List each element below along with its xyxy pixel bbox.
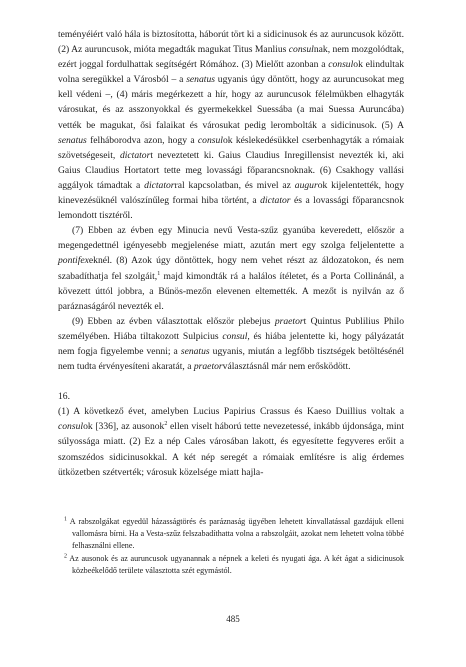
latin-term: consul — [328, 59, 354, 71]
latin-term: dictator — [144, 179, 175, 191]
footnote-text: A rabszolgákat egyedül házasságtörés és paráznaság ügyében lehetett kínvallatással gazdájuk elleni vallomásra bírni. Ha a Vesta-szűz felszabadíthatta volna a rabszolgáit, azokat nem lehetett volna többé felhasználni ellene. — [67, 517, 404, 551]
paragraph — [58, 404, 404, 479]
text-run: , és hiába jelentette ki, hogy pályázatát nem fogja figyelembe venni; a — [58, 330, 404, 357]
text-run: majd kimondták rá a halálos ítéletet, és a Porta Collinánál, a kövezett úttól jobbra, a Bűnös-mezőn elevenen eltemették. A mezőt is nyilván az ő paráznaságáról nevezték el. — [58, 270, 404, 312]
paragraph — [58, 314, 404, 374]
latin-term: praetor — [193, 361, 223, 373]
text-run: teményéiért való hála is biztosította, háborút tört ki a sidicinusok és az auruncusok között. (2) Az auruncusok, mióta megadták magukat Titus Manlius — [58, 29, 404, 56]
text-run: és a lovassági főparancsnok lemondott tisztéről. — [58, 195, 404, 222]
text-run: választásnál már nem erősködött. — [222, 361, 351, 373]
text-run: (7) Ebben az évben egy Minucia nevű Vesta-szűz gyanúba keveredett, először a megengedettnél igényesebb megjelenése miatt, azután mert egy szolga feljelentette a — [58, 225, 404, 252]
latin-term: praetor — [274, 315, 304, 327]
footnote-number: 2 — [64, 552, 67, 559]
footnote — [58, 553, 404, 577]
latin-term: dictator — [119, 149, 151, 161]
text-run: ok kijelentették, hogy kinevezésüknél valószínűleg formai hiba történt, a — [58, 179, 405, 207]
footnote-marker: 1 — [157, 270, 161, 277]
paragraph — [58, 27, 404, 223]
latin-term: consul — [288, 44, 314, 56]
text-run: 16. — [58, 391, 70, 403]
latin-term: senatus — [186, 74, 215, 86]
latin-term: senatus — [58, 134, 87, 146]
chapter-heading — [58, 389, 404, 404]
footnotes — [58, 516, 404, 577]
text-run: ugyanis, miután a legfőbb tisztségek betöltésénél nem tudta érvényesíteni akaratát, a — [58, 345, 404, 373]
latin-term: consul — [197, 134, 223, 146]
text-run: felháborodva azon, hogy a — [86, 134, 198, 146]
text-run: ral kapcsolatban, és mivel az — [174, 179, 295, 191]
text-run: eknél. (8) Azok úgy döntöttek, hogy nem vehet részt az áldozatokon, és nem szabadíthatja fel szolgáit, — [58, 255, 404, 282]
latin-term: dictator — [260, 195, 291, 207]
main-text — [58, 27, 404, 480]
footnote — [58, 516, 404, 553]
text-run: ok késlekedésükkel cserbenhagyták a rómaiak szövetségeseit, — [58, 134, 404, 161]
footnote-text: Az ausonok és az auruncusok ugyanannak a népnek a keleti és nyugati ága. A két ágat a sidicinusok közbeékelődő területe választotta szét egymástól. — [67, 553, 404, 575]
text-run: ok elindultak volna seregükkel a Városból – a — [58, 59, 405, 86]
paragraph — [58, 223, 404, 314]
text-run: (1) A következő évet, amelyben Lucius Papirius Crassus és Kaeso Duillius voltak a — [58, 406, 404, 418]
footnote-number: 1 — [64, 516, 67, 523]
text-run: ugyanis úgy döntött, hogy az auruncusokat meg kell védeni –, (4) máris megérkezett a hír, hogy az auruncusok félelmükben elhagyták városukat, és az asszonyokkal és gyermekekkel Suessába (a mai Suessa Auruncába) vették be magukat, ősi falaikat és városukat pedig lerombolták a sidicinusok. (5) A — [58, 74, 404, 131]
latin-term: consul — [222, 330, 248, 342]
text-run: t Quintus Publilius Philo személyében. Hiába tiltakozott Sulpicius — [58, 315, 404, 342]
latin-term: pontifex — [58, 255, 89, 267]
latin-term: senatus — [180, 345, 210, 357]
latin-term: consul — [58, 421, 84, 433]
text-run: ellen viselt háború tette nevezetessé, inkább újdonsága, mint súlyossága miatt. (2) Ez a nép Cales városában lakott, és egyesítette fegyveres erőit a szomszédos sidicinusokkal. A két nép seregét a rómaiak említésre is alig érdemes ütközetben szétverték; városuk közelsége miatt hajla- — [58, 421, 404, 478]
latin-term: augur — [294, 179, 318, 191]
text-run: ok [336], az ausonok — [83, 421, 165, 433]
text-run: t neveztetett ki. Gaius Claudius Inregillensist nevezték ki, aki Gaius Claudius Hortatort tette meg lovassági főparancsnoknak. (6) Csakhogy vallási aggályok támadtak a — [58, 149, 404, 191]
footnote-marker: 2 — [164, 421, 168, 428]
text-run: (9) Ebben az évben választottak először plebejus — [72, 315, 275, 327]
text-run: nak, nem mozgolódtak, ezért joggal fordulhattak segítségért Rómához. (3) Mielőtt azonban a — [58, 44, 404, 71]
page-number: 485 — [226, 614, 240, 624]
